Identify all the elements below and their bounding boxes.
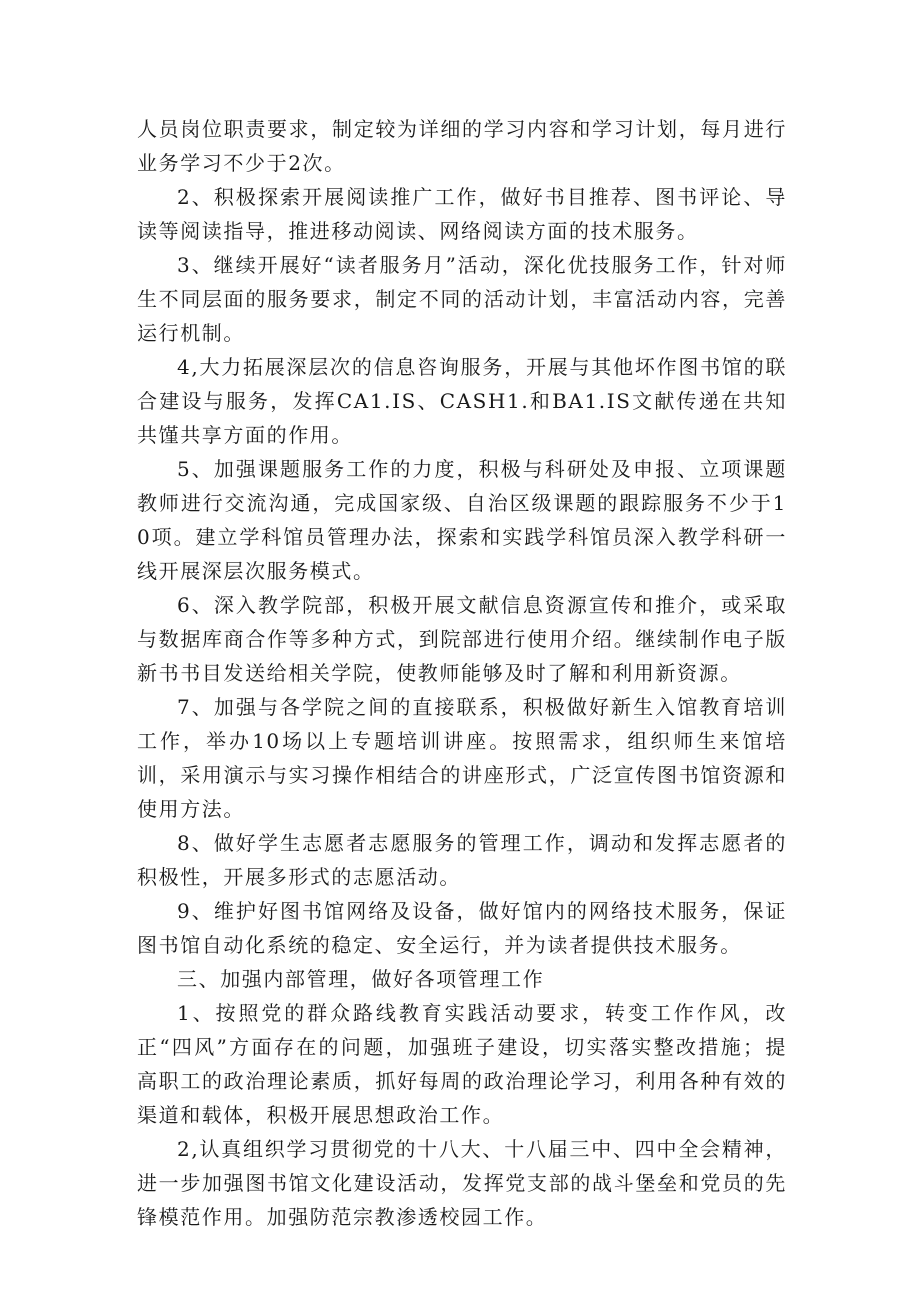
paragraph-continuation: 人员岗位职责要求，制定较为详细的学习内容和学习计划，每月进行业务学习不少于2次。 xyxy=(137,117,787,175)
paragraph-item-6: 6、深入教学院部，积极开展文献信息资源宣传和推介，或采取与数据库商合作等多种方式，到院部进行使用介绍。继续制作电子版新书书目发送给相关学院，使教师能够及时了解和利用新资源。 xyxy=(137,593,787,685)
paragraph-item-3: 3、继续开展好“读者服务月”活动，深化优技服务工作，针对师生不同层面的服务要求，制定不同的活动计划，丰富活动内容，完善运行机制。 xyxy=(137,253,787,345)
paragraph-item-4: 4,大力拓展深层次的信息咨询服务，开展与其他坏作图书馆的联合建设与服务，发挥CA1.IS、CASH1.和BA1.IS文献传递在共知共馑共享方面的作用。 xyxy=(137,355,787,447)
document-body xyxy=(137,112,787,1234)
paragraph-section3-item-2: 2,认真组织学习贯彻党的十八大、十八届三中、四中全会精神，进一步加强图书馆文化建设活动，发挥党支部的战斗堡垒和党员的先锋模范作用。加强防范宗教渗透校园工作。 xyxy=(137,1137,787,1229)
paragraph-item-9: 9、维护好图书馆网络及设备，做好馆内的网络技术服务，保证图书馆自动化系统的稳定、安全运行，并为读者提供技术服务。 xyxy=(137,899,787,957)
paragraph-item-2: 2、积极探索开展阅读推广工作，做好书目推荐、图书评论、导读等阅读指导，推进移动阅读、网络阅读方面的技术服务。 xyxy=(137,185,787,243)
paragraph-item-7: 7、加强与各学院之间的直接联系，积极做好新生入馆教育培训工作，举办10场以上专题培训讲座。按照需求，组织师生来馆培训，采用演示与实习操作相结合的讲座形式，广泛宣传图书馆资源和使用方法。 xyxy=(137,695,787,821)
paragraph-item-5: 5、加强课题服务工作的力度，积极与科研处及申报、立项课题教师进行交流沟通，完成国家级、自治区级课题的跟踪服务不少于10项。建立学科馆员管理办法，探索和实践学科馆员深入教学科研一线开展深层次服务模式。 xyxy=(137,457,787,583)
paragraph-section3-item-1: 1、按照党的群众路线教育实践活动要求，转变工作作风，改正“四风”方面存在的问题，加强班子建设，切实落实整改措施；提高职工的政治理论素质，抓好每周的政治理论学习，利用各种有效的渠道和载体，积极开展思想政治工作。 xyxy=(137,1001,787,1127)
section-heading-3: 三、加强内部管理，做好各项管理工作 xyxy=(177,967,545,991)
paragraph-item-8: 8、做好学生志愿者志愿服务的管理工作，调动和发挥志愿者的积极性，开展多形式的志愿活动。 xyxy=(137,831,787,889)
